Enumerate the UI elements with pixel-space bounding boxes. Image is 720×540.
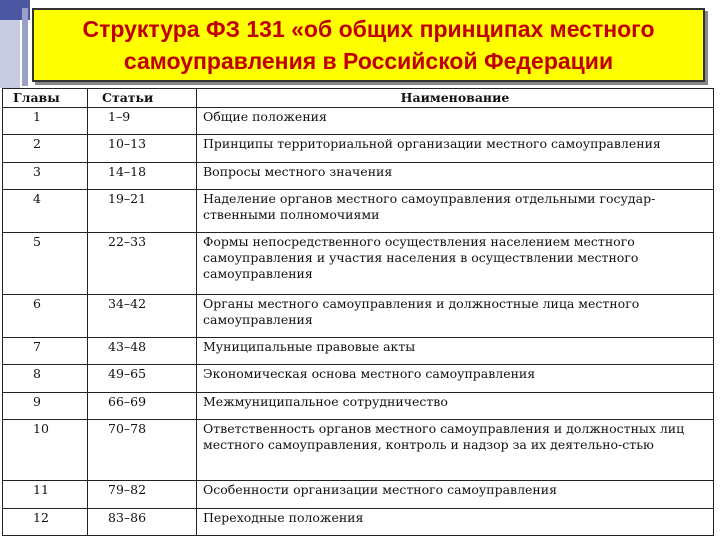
table-row xyxy=(3,365,714,392)
articles-cell: 66–69 xyxy=(88,392,197,419)
name-cell: Особенности организации местного самоуправления xyxy=(197,481,714,508)
table-row xyxy=(3,337,714,364)
name-cell: Общие положения xyxy=(197,108,714,135)
articles-cell: 22–33 xyxy=(88,233,197,294)
header-name: Наименование xyxy=(197,89,714,108)
chapter-cell: 2 xyxy=(3,135,88,162)
articles-cell: 83–86 xyxy=(88,508,197,535)
articles-cell: 70–78 xyxy=(88,419,197,480)
table-row xyxy=(3,508,714,535)
articles-cell: 14–18 xyxy=(88,162,197,189)
table-row xyxy=(3,294,714,337)
table-header-row xyxy=(3,89,714,108)
articles-cell: 19–21 xyxy=(88,189,197,232)
table-row xyxy=(3,233,714,294)
law-structure-table xyxy=(2,88,714,536)
header-articles: Статьи xyxy=(88,89,197,108)
name-cell: Вопросы местного значения xyxy=(197,162,714,189)
name-cell: Межмуниципальное сотрудничество xyxy=(197,392,714,419)
name-cell: Формы непосредственного осуществления населением местного самоуправления и участия населения в осуществлении местного самоуправления xyxy=(197,233,714,294)
articles-cell: 43–48 xyxy=(88,337,197,364)
table-row xyxy=(3,108,714,135)
chapter-cell: 9 xyxy=(3,392,88,419)
name-cell: Ответственность органов местного самоуправления и должностных лиц местного самоуправления, контроль и надзор за их деятельно-стью xyxy=(197,419,714,480)
chapter-cell: 5 xyxy=(3,233,88,294)
chapter-cell: 10 xyxy=(3,419,88,480)
articles-cell: 49–65 xyxy=(88,365,197,392)
chapter-cell: 3 xyxy=(3,162,88,189)
table-row xyxy=(3,189,714,232)
chapter-cell: 11 xyxy=(3,481,88,508)
table-row xyxy=(3,419,714,480)
articles-cell: 1–9 xyxy=(88,108,197,135)
table-row xyxy=(3,481,714,508)
table-row xyxy=(3,162,714,189)
chapter-cell: 1 xyxy=(3,108,88,135)
chapter-cell: 8 xyxy=(3,365,88,392)
table-row xyxy=(3,135,714,162)
name-cell: Муниципальные правовые акты xyxy=(197,337,714,364)
name-cell: Принципы территориальной организации местного самоуправления xyxy=(197,135,714,162)
table-container xyxy=(2,88,714,536)
name-cell: Переходные положения xyxy=(197,508,714,535)
chapter-cell: 7 xyxy=(3,337,88,364)
articles-cell: 79–82 xyxy=(88,481,197,508)
slide-decoration-strip xyxy=(22,8,28,86)
chapter-cell: 12 xyxy=(3,508,88,535)
table-row xyxy=(3,392,714,419)
page-title: Структура ФЗ 131 «об общих принципах местного самоуправления в Российской Федерации xyxy=(82,16,655,74)
articles-cell: 10–13 xyxy=(88,135,197,162)
header-chapters: Главы xyxy=(3,89,88,108)
title-box xyxy=(32,8,705,82)
name-cell: Экономическая основа местного самоуправления xyxy=(197,365,714,392)
name-cell: Органы местного самоуправления и должностные лица местного самоуправления xyxy=(197,294,714,337)
chapter-cell: 6 xyxy=(3,294,88,337)
name-cell: Наделение органов местного самоуправления отдельными государ-ственными полномочиями xyxy=(197,189,714,232)
chapter-cell: 4 xyxy=(3,189,88,232)
articles-cell: 34–42 xyxy=(88,294,197,337)
